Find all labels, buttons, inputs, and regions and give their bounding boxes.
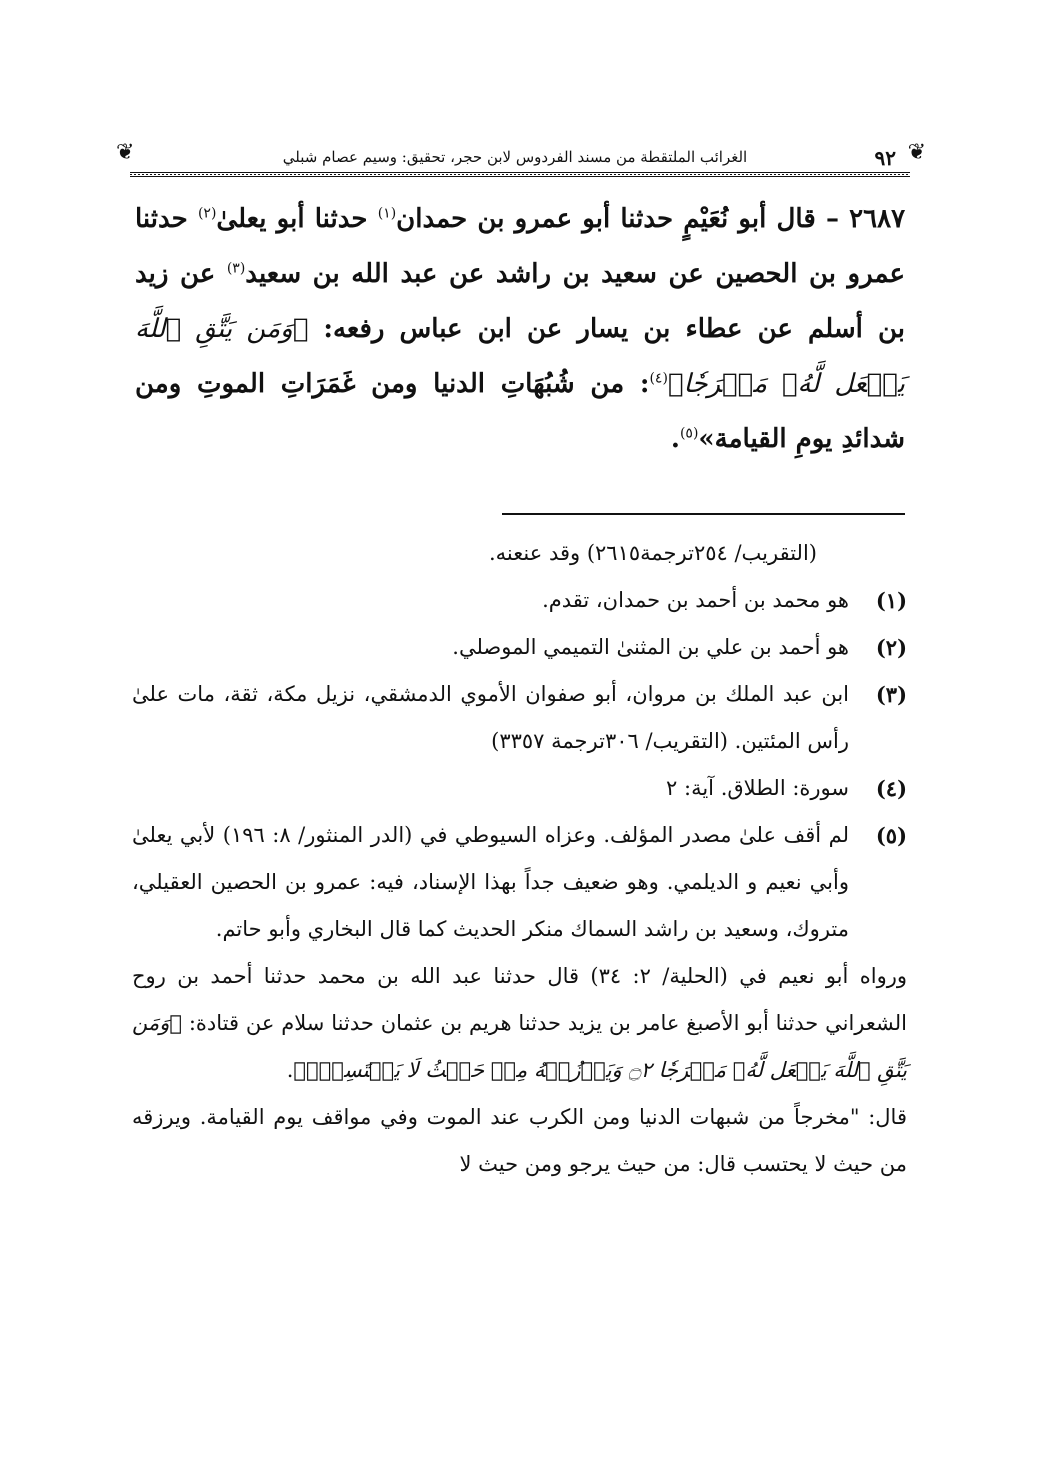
ornament-icon: ❦ [116, 140, 135, 165]
footnote-item [132, 577, 907, 624]
footnote-item [132, 812, 907, 953]
footnote-number: (١) [875, 588, 907, 613]
footnote-number: (٤) [875, 776, 907, 801]
hadith-paragraph [135, 192, 905, 467]
footnote-text: لم أقف علىٰ مصدر المؤلف. وعزاه السيوطي في (الدر المنثور/ ٨: ١٩٦) لأبي يعلىٰ وأبي نعيم و الديلمي. وهو ضعيف جداً بهذا الإسناد، فيه: عمرو بن الحصين العقيلي، متروك، وسعيد بن راشد السماك منكر الحديث كما قال البخاري وأبو حاتم. [132, 823, 849, 941]
page-number: ٩٢ [874, 146, 896, 170]
hadith-text-part: . [670, 424, 680, 454]
hadith-text-part: : من شُبُهَاتِ الدنيا ومن غَمَرَاتِ الموتِ ومن شدائدِ يومِ القيامة» [135, 369, 905, 454]
footnote-number: (٢) [875, 635, 907, 660]
footnote-marker: (٣) [226, 260, 246, 277]
footnote-continuation: (التقريب/ ٢٥٤ترجمة٢٦١٥) وقد عنعنه. [489, 541, 817, 565]
footnote-item [132, 671, 907, 765]
footnote-text: ابن عبد الملك بن مروان، أبو صفوان الأموي الدمشقي، نزيل مكة، ثقة، مات علىٰ رأس المئتين. (التقريب/ ٣٠٦ترجمة ٣٣٥٧) [132, 682, 849, 753]
footnote-text-part: ورواه أبو نعيم في (الحلية/ ٢: ٣٤) قال حدثنا عبد الله بن محمد حدثنا أحمد بن روح الشعراني حدثنا أبو الأصبغ عامر بن يزيد حدثنا هريم بن عثمان حدثنا سلام عن قتادة: [132, 964, 907, 1035]
running-title: الغرائب الملتقطة من مسند الفردوس لابن حجر، تحقيق: وسيم عصام شبلي [282, 148, 748, 166]
footnote-marker: (٤) [649, 370, 668, 387]
hadith-text-part: حدثنا عمرو بن الحصين عن سعيد بن راشد عن عبد الله بن سعيد [135, 204, 905, 289]
header-rule [130, 172, 910, 177]
hadith-text-part: حدثنا أبو يعلىٰ [216, 204, 378, 234]
hadith-text-part: ٢٦٨٧ – قال أبو نُعَيْمٍ حدثنا أبو عمرو بن حمدان [396, 204, 906, 234]
footnote-text: سورة: الطلاق. آية: ٢ [666, 776, 849, 800]
quran-verse: ﴿وَمَن يَتَّقِ ٱللَّهَ يَجۡعَل لَّهُۥ مَخۡرَجٗا ۝٢ وَيَرۡزُقۡهُ مِنۡ حَيۡثُ لَا يَحۡتَسِبُۚ﴾ [132, 1011, 907, 1082]
footnote-number: (٣) [875, 682, 907, 707]
footnote-marker: (٢) [197, 205, 217, 222]
footnote-marker: (١) [377, 205, 397, 222]
hadith-text-part: عن زيد بن أسلم عن عطاء بن يسار عن ابن عباس رفعه: [135, 259, 905, 344]
running-header [116, 140, 926, 180]
footnote-text: هو أحمد بن علي بن المثنىٰ التميمي الموصلي. [452, 635, 849, 659]
footnote-item [132, 765, 907, 812]
footnote-number: (٥) [875, 823, 907, 848]
footnote-text: هو محمد بن أحمد بن حمدان، تقدم. [542, 588, 849, 612]
footnote-divider [502, 513, 905, 515]
footnote-marker: (٥) [679, 425, 699, 442]
hadith-text [135, 192, 905, 467]
footnote-paragraph: قال: "مخرجاً من شبهات الدنيا ومن الكرب عند الموت وفي مواقف يوم القيامة. ويرزقه من حيث لا يحتسب قال: من حيث يرجو ومن حيث لا [132, 1105, 907, 1176]
ornament-icon: ❦ [907, 140, 926, 165]
footnote-text-part: . [286, 1058, 294, 1082]
quran-verse: ﴿وَمَن يَتَّقِ ٱللَّهَ يَجۡعَل لَّهُۥ مَخۡرَجٗا﴾ [135, 314, 905, 399]
footnote-item [132, 624, 907, 671]
footnotes [132, 530, 907, 1188]
footnote-paragraph [132, 953, 907, 1094]
